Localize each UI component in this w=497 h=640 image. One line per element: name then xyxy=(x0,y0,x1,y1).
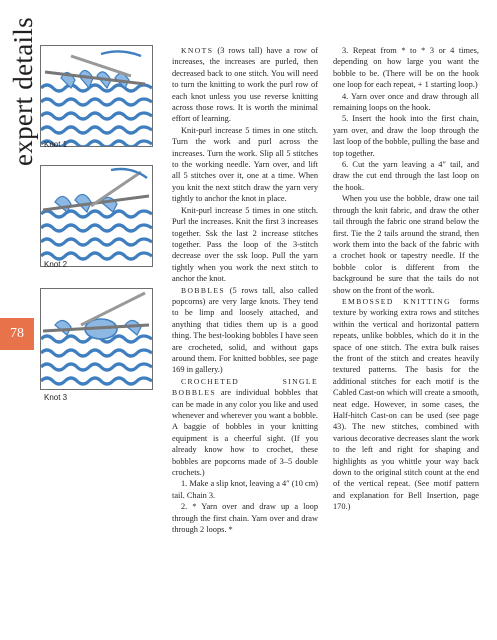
section-title: expert details xyxy=(8,17,38,166)
figure-caption: Knot 1 xyxy=(44,140,68,149)
paragraph: Knit-purl increase 5 times in one stitch. Purl the increases. Knit the first 3 increases together. Ssk the last 2 increase stitches together. Pass the loop of the 3-stitch decrease over the ssk loop. Pull the yarn tightly when you work the next stitch to anchor the knot. xyxy=(172,205,318,284)
paragraph: CROCHETED SINGLE BOBBLES are individual bobbles that can be made in any color you like and used whenever and wherever you want a bobble. A baggie of bobbles in your knitting equipment is a cheerful sight. (If you already know how to crochet, these bobbles are popcorns made of 3–5 double crochets.) xyxy=(172,376,318,478)
knot-2-figure xyxy=(40,165,153,267)
page-number: 78 xyxy=(0,318,34,350)
paragraph: 6. Cut the yarn leaving a 4″ tail, and draw the cut end through the last loop on the hook. xyxy=(333,160,479,192)
knitting-knot-illustration xyxy=(41,46,152,146)
paragraph: 1. Make a slip knot, leaving a 4″ (10 cm) tail. Chain 3. xyxy=(172,479,318,500)
paragraph: KNOTS (3 rows tall) have a row of increases, the increases are purled, then decreased back to one stitch. You will need to turn the knitting to work the purl row of each knot unless you use reverse knitting across those rows. It is worth the minimal effort of learning. xyxy=(172,46,318,124)
knitting-knot-illustration xyxy=(41,289,152,389)
text-column-left xyxy=(172,45,318,535)
paragraph: 5. Insert the hook into the first chain, yarn over, and draw the loop through the last loop of the bobble, pulling the base and top together. xyxy=(333,114,479,158)
paragraph: When you use the bobble, draw one tail through the knit fabric, and draw the other tail through the fabric one strand below the first. Tie the 2 tails around the strand, then work them into the back of the fabric with a crochet hook or tapestry needle. If the bobble color is different from the background be sure that the tails do not show on the front of the work. xyxy=(333,194,479,295)
text-column-right xyxy=(333,45,479,513)
paragraph: 4. Yarn over once and draw through all remaining loops on the hook. xyxy=(333,91,479,113)
figure-caption: Knot 3 xyxy=(44,393,68,402)
paragraph: 2. * Yarn over and draw up a loop through the first chain. Yarn over and draw through 2 loops. * xyxy=(172,502,318,535)
knot-3-figure xyxy=(40,288,153,390)
paragraph: Knit-purl increase 5 times in one stitch. Turn the work and purl across the increases. Turn the work. Slip all 5 stitches to the working needle. Yarn over, and lift all 5 stitches over it, one at a time. When you knit the next stitch draw the yarn very tightly to anchor the knot in place. xyxy=(172,125,318,204)
figure-caption: Knot 2 xyxy=(44,260,68,269)
knitting-knot-illustration xyxy=(41,166,152,266)
paragraph: EMBOSSED KNITTING forms texture by working extra rows and stitches within the vertical and horizontal pattern repeats, unlike bobbles, which do it in the space of one stitch. The extra bulk raises the front of the stitch and creates heavily textured patterns. The basis for the additional stitches for each motif is the Cabled Cast-on which will create a smooth, neat edge. However, in some cases, the Half-hitch Cast-on can be used (see page 43). The new stitches, combined with various decorative decreases slant the work to the left and right for shaping and highlights as you whittle your way back down to the original stitch count at the end of the vertical repeat. (See motif pattern and explanation for Bell Insertion, page 170.) xyxy=(333,296,479,512)
knot-1-figure xyxy=(40,45,153,147)
paragraph: BOBBLES (5 rows tall, also called popcorns) are very large knots. They tend to be limp and loosely attached, and anything that tidies them up is a good thing. The best-looking bobbles I have seen are crocheted, solid, and without gaps around them. For knitted bobbles, see page 169 in gallery.) xyxy=(172,285,318,375)
paragraph: 3. Repeat from * to * 3 or 4 times, depending on how large you want the bobble to be. (There will be on the hook one loop for each repeat, + 1 starting loop.) xyxy=(333,46,479,90)
